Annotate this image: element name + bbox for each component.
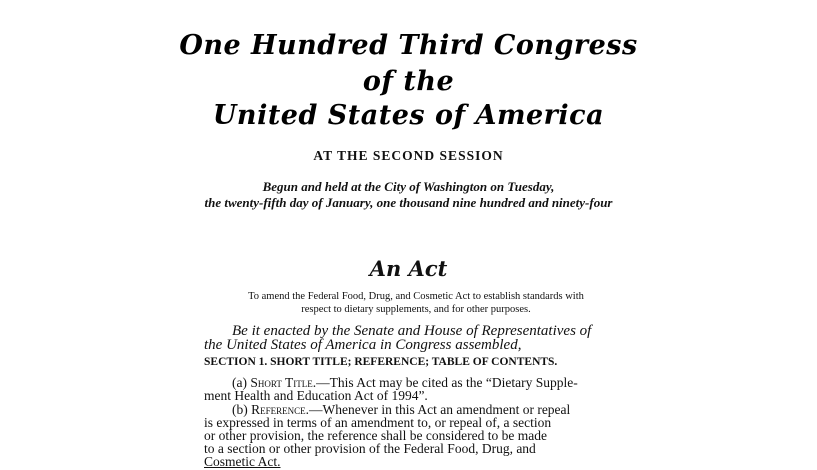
subsection-b-label: Reference [251, 402, 306, 417]
begun-line-1: Begun and held at the City of Washington on Tuesday, [262, 179, 555, 194]
subsection-b-line-4: to a section or other provision of the Federal Food, Drug, and [204, 441, 536, 456]
subsection-a-text: .—This Act may be cited as the “Dietary Supple- [312, 375, 578, 390]
enacting-clause-line-2: the United States of America in Congress assembled, [204, 337, 522, 353]
subsection-b-line-3: or other provision, the reference shall be considered to be made [204, 428, 547, 443]
begun-line-2: the twenty-fifth day of January, one thousand nine hundred and ninety-four [204, 195, 613, 210]
subsection-b-text: .—Whenever in this Act an amendment or repeal [305, 402, 571, 417]
subsection-b-line-5-text: Cosmetic Act. [204, 454, 281, 469]
purpose-line-1: To amend the Federal Food, Drug, and Cosmetic Act to establish standards with [248, 291, 584, 302]
congress-title-line-3: United States of America [212, 100, 605, 131]
section-1-heading: SECTION 1. SHORT TITLE; REFERENCE; TABLE OF CONTENTS. [204, 356, 558, 368]
subsection-a-line-2: ment Health and Education Act of 1994”. [204, 388, 428, 403]
subsection-b-line-5 [204, 455, 630, 469]
subsection-b-line-2: is expressed in terms of an amendment to, or repeal of, a section [204, 415, 552, 430]
congress-title-line-2: of the [362, 66, 455, 97]
session-heading: AT THE SECOND SESSION [313, 148, 504, 163]
act-title: An Act [369, 256, 448, 281]
enacting-clause-line-1: Be it enacted by the Senate and House of Representatives of [232, 323, 592, 339]
congress-title-line-1: One Hundred Third Congress [179, 30, 638, 61]
subsection-a-prefix: (a) [232, 375, 251, 390]
subsection-b-prefix: (b) [232, 402, 252, 417]
purpose-line-2: respect to dietary supplements, and for other purposes. [301, 304, 531, 315]
subsection-a-label: Short Title [250, 375, 313, 390]
